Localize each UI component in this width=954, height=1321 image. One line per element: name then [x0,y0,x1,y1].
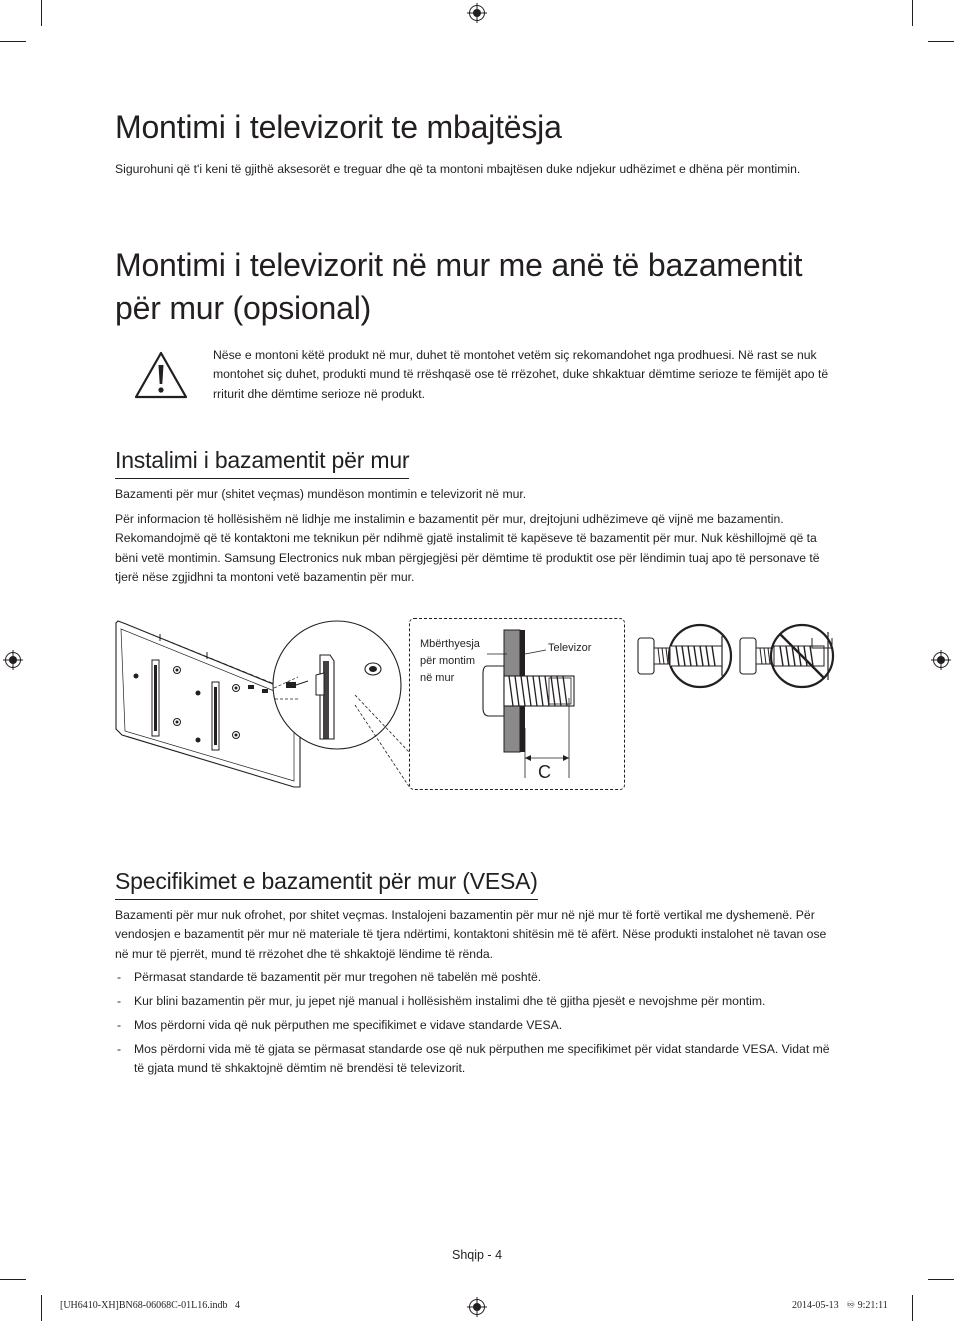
subsection-title-text: Instalimi i bazamentit për mur [115,447,409,479]
crop-mark [41,1295,42,1321]
wall-mount-illustration [112,615,412,800]
title-line: Montimi i televizorit në mur me anë të bazamentit [115,247,803,283]
list-dash: - [117,1041,122,1056]
install-para-1: Bazamenti për mur (shitet veçmas) mundëson montimin e televizorit në mur. [115,487,527,501]
bracket-label-line: Mbërthyesja [420,638,480,650]
subsection-title-vesa-specs [115,868,538,900]
tv-label: Televizor [548,642,592,654]
list-item-text: Mos përdorni vida më të gjata se përmasat standarde ose që nuk përputhen me specifikimet për vidat standarde VESA. Vidat më të gjata mund të shkaktojnë dëmtim në brendësi të televizorit. [134,1041,830,1076]
print-file-info: [UH6410-XH]BN68-06068C-01L16.indb 4 [60,1300,240,1311]
list-dash: - [117,1017,122,1032]
bracket-label [420,636,480,687]
registration-mark-icon [3,650,23,670]
section-title-wall-mount [115,244,802,330]
incorrect-screw-icon [738,620,838,690]
warning-text: Nëse e montoni këtë produkt në mur, duhet të montohet vetëm siç rekomandohet nga prodhuesi. Në rast se nuk montohet siç duhet, produkti mund të rrëshqasë ose të rrëzohet, duke shkaktuar dëmtime serioze te fëmijët apo të rriturit dhe dëmtime serioze në produkt. [213,348,829,401]
subsection-title-text: Specifikimet e bazamentit për mur (VESA) [115,868,538,900]
section-title-stand-mount: Montimi i televizorit te mbajtësja [115,109,562,145]
crop-mark [0,41,26,42]
list-dash: - [117,970,122,984]
vesa-notes-list [115,968,840,1083]
title-line: për mur (opsional) [115,290,372,326]
list-item [115,992,840,1011]
crop-mark [41,0,42,26]
registration-mark-icon [467,1297,487,1317]
list-item-text: Mos përdorni vida që nuk përputhen me specifikimet e vidave standarde VESA. [134,1017,563,1032]
list-item [115,1040,840,1079]
bracket-label-line: për montim [420,655,476,667]
list-item [115,1016,840,1035]
list-item [115,968,840,987]
install-para-2: Për informacion të hollësishëm në lidhje me instalimin e bazamentit për mur, drejtojuni udhëzimeve që vijnë me bazamentin. Rekomandojmë që të kontaktoni me teknikun për ndihmë gjatë instalimit të kapëseve të bazamentit për mur. Nuk këshillojmë që ta bëni vetë montimin. Samsung Electronics nuk mban përgjegjësi për dëmtime të produktit ose për lëndimin tuaj apo të personave të tjerë nëse zgjidhni ta montoni vetë bazamentin për mur. [115,512,820,585]
crop-mark [912,0,913,26]
list-item-text: Përmasat standarde të bazamentit për mur tregohen në tabelën më poshtë. [134,970,542,984]
crop-mark [928,41,954,42]
crop-mark [0,1279,26,1280]
dimension-c-label: C [538,762,551,782]
print-date-info: 2014-05-13 ♾ 9:21:11 [792,1300,888,1311]
registration-mark-icon [931,650,951,670]
correct-screw-icon [636,620,736,690]
subsection-title-wall-mount-install [115,447,409,479]
warning-triangle-icon [133,350,189,400]
registration-mark-icon [467,3,487,23]
vesa-body: Bazamenti për mur nuk ofrohet, por shitet veçmas. Instalojeni bazamentin për mur në një mur të fortë vertikal me dyshemenë. Për vendosjen e bazamentit për mur në materiale të tjera ndërtimi, kontaktoni shitësin më të afërt. Nëse produkti instalohet në tavan ose në mur të pjerrët, mund të rrëzohet dhe të shkaktojë lëndime të rënda. [115,908,827,961]
list-item-text: Kur blini bazamentin për mur, ju jepet një manual i hollësishëm instalimi dhe të gjitha pjesët e nevojshme për montim. [134,993,766,1008]
crop-mark [928,1279,954,1280]
crop-mark [912,1295,913,1321]
list-dash: - [117,993,122,1008]
bracket-label-line: në mur [420,672,455,684]
section-body-stand-mount: Sigurohuni që t'i keni të gjithë aksesorët e treguar dhe që ta montoni mbajtësen duke ndjekur udhëzimet e dhëna për montimin. [115,162,801,176]
page-number: Shqip - 4 [451,1248,503,1262]
